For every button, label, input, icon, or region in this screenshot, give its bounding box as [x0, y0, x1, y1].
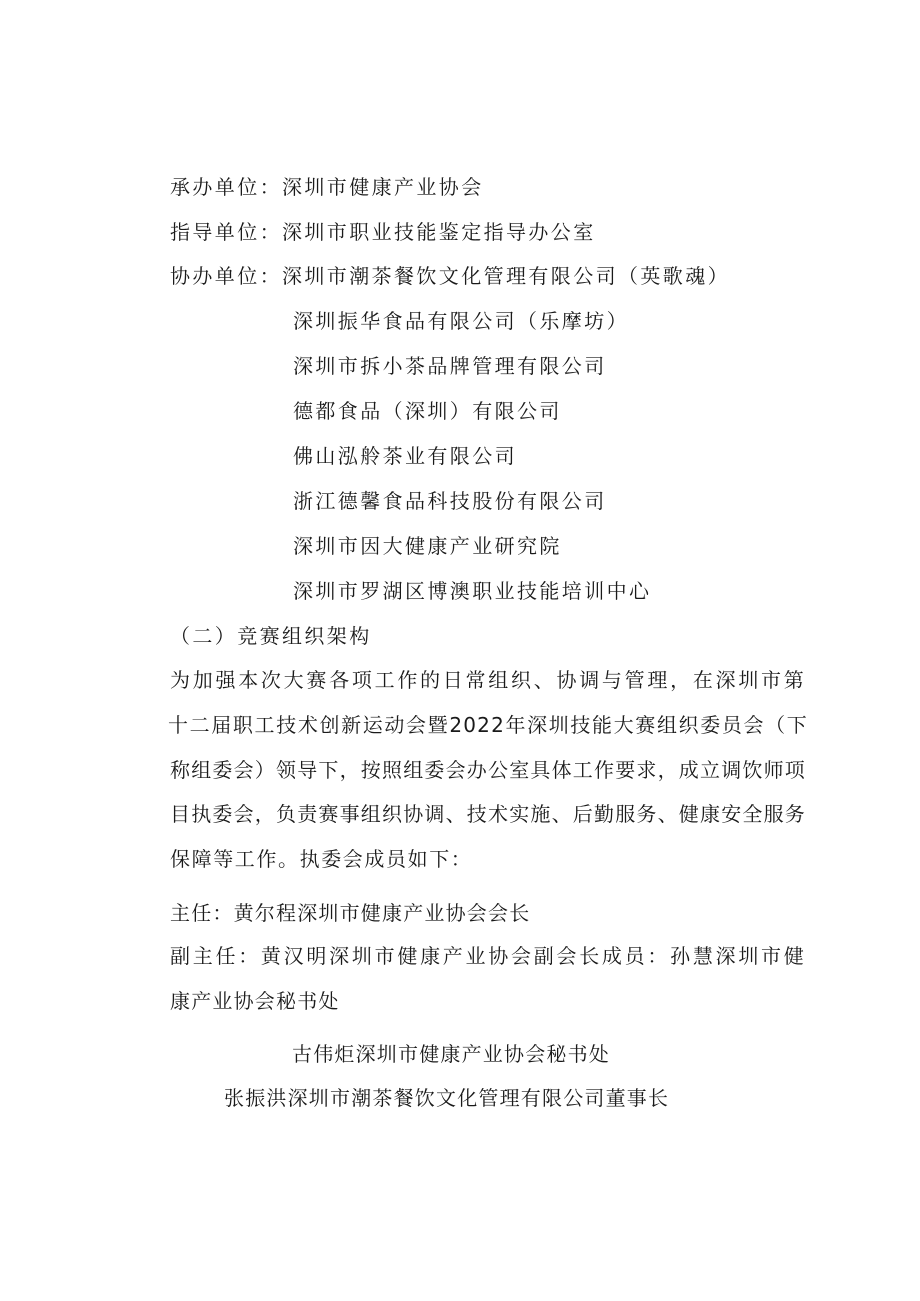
co-organizer-item: 佛山泓舲茶业有限公司 — [293, 444, 517, 468]
section-heading: （二）竞赛组织架构 — [170, 624, 372, 648]
co-organizer-item: 深圳振华食品有限公司（乐摩坊） — [293, 309, 629, 333]
member-director: 主任：黄尔程深圳市健康产业协会会长 — [170, 901, 531, 925]
member-deputy-line: 康产业协会秘书处 — [170, 989, 340, 1013]
co-organizer-item: 深圳市因大健康产业研究院 — [293, 534, 562, 558]
guide-row — [170, 218, 596, 246]
guide-label: 指导单位： — [170, 220, 282, 244]
host-row — [170, 173, 484, 201]
paragraph-line: 十二届职工技术创新运动会暨2022年深圳技能大赛组织委员会（下 — [168, 713, 808, 737]
co-organizer-item: 深圳市罗湖区博澳职业技能培训中心 — [293, 579, 652, 603]
co-organizer-item: 深圳市潮茶餐饮文化管理有限公司（英歌魂） — [282, 264, 730, 288]
paragraph-line: 保障等工作。执委会成员如下： — [170, 847, 473, 871]
member-item: 张振洪深圳市潮茶餐饮文化管理有限公司董事长 — [224, 1086, 670, 1110]
paragraph-line: 为加强本次大赛各项工作的日常组织、协调与管理，在深圳市第 — [170, 668, 805, 692]
co-organizer-item: 深圳市拆小茶品牌管理有限公司 — [293, 354, 607, 378]
co-organizer-label: 协办单位： — [170, 264, 282, 288]
co-organizer-row — [170, 262, 730, 290]
host-name: 深圳市健康产业协会 — [282, 175, 484, 199]
guide-name: 深圳市职业技能鉴定指导办公室 — [282, 220, 596, 244]
paragraph-line: 目执委会，负责赛事组织协调、技术实施、后勤服务、健康安全服务 — [170, 802, 806, 826]
host-label: 承办单位： — [170, 175, 282, 199]
member-deputy-line: 副主任：黄汉明深圳市健康产业协会副会长成员：孙慧深圳市健 — [170, 944, 805, 968]
paragraph-line: 称组委会）领导下，按照组委会办公室具体工作要求，成立调饮师项 — [170, 758, 806, 782]
member-item: 古伟炬深圳市健康产业协会秘书处 — [292, 1042, 610, 1066]
co-organizer-item: 浙江德馨食品科技股份有限公司 — [293, 489, 607, 513]
co-organizer-item: 德都食品（深圳）有限公司 — [293, 399, 562, 423]
